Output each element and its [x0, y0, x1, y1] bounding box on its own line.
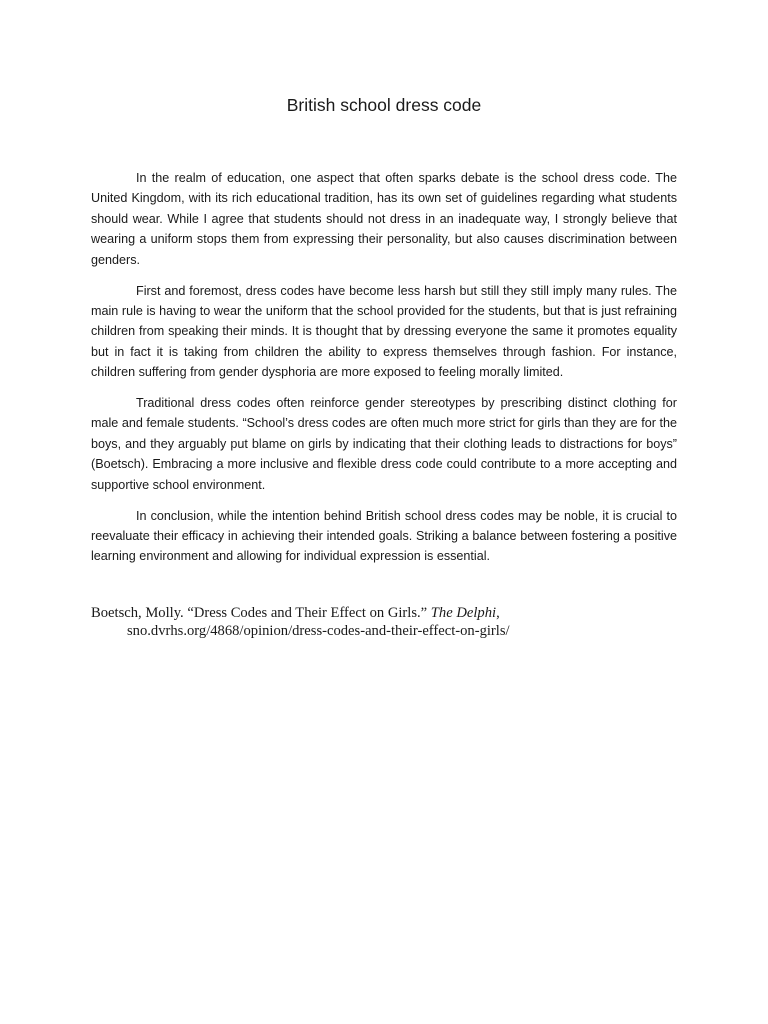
paragraph-conclusion: In conclusion, while the intention behind British school dress codes may be noble, it is crucial to reevaluate their efficacy in achieving their intended goals. Striking a balance between fostering a positive learning environment and allowing for individual expression is essential.	[91, 508, 677, 564]
works-cited-entry	[91, 604, 691, 640]
paragraph-first-argument: First and foremost, dress codes have become less harsh but still they still imply many rules. The main rule is having to wear the uniform that the school provided for the students, but that is just refraining children from speaking their minds. It is thought that by dressing everyone the same it promotes equality but in fact it is taking from children the ability to express themselves through fashion. For instance, children suffering from gender dysphoria are more exposed to feeling morally limited.	[91, 283, 677, 380]
citation-author-title: Boetsch, Molly. “Dress Codes and Their Effect on Girls.”	[91, 605, 428, 621]
document-title: British school dress code	[286, 95, 482, 115]
citation-url: sno.dvrhs.org/4868/opinion/dress-codes-and-their-effect-on-girls/	[127, 623, 510, 639]
citation-publication-suffix: ,	[496, 605, 500, 621]
document-body	[91, 168, 677, 577]
paragraph-second-argument: Traditional dress codes often reinforce gender stereotypes by prescribing distinct clothing for male and female students. “School’s dress codes are often much more strict for girls than they are for the boys, and they arguably put blame on girls by indicating that their clothing leads to distractions for boys” (Boetsch). Embracing a more inclusive and flexible dress code could contribute to a more accepting and supportive school environment.	[91, 396, 677, 492]
paragraph-introduction: In the realm of education, one aspect that often sparks debate is the school dress code. The United Kingdom, with its rich educational tradition, has its own set of guidelines regarding what students should wear. While I agree that students should not dress in an inadequate way, I strongly believe that wearing a uniform stops them from expressing their personality, but also causes discrimination between genders.	[91, 171, 677, 267]
citation-publication: The Delphi	[430, 605, 497, 621]
